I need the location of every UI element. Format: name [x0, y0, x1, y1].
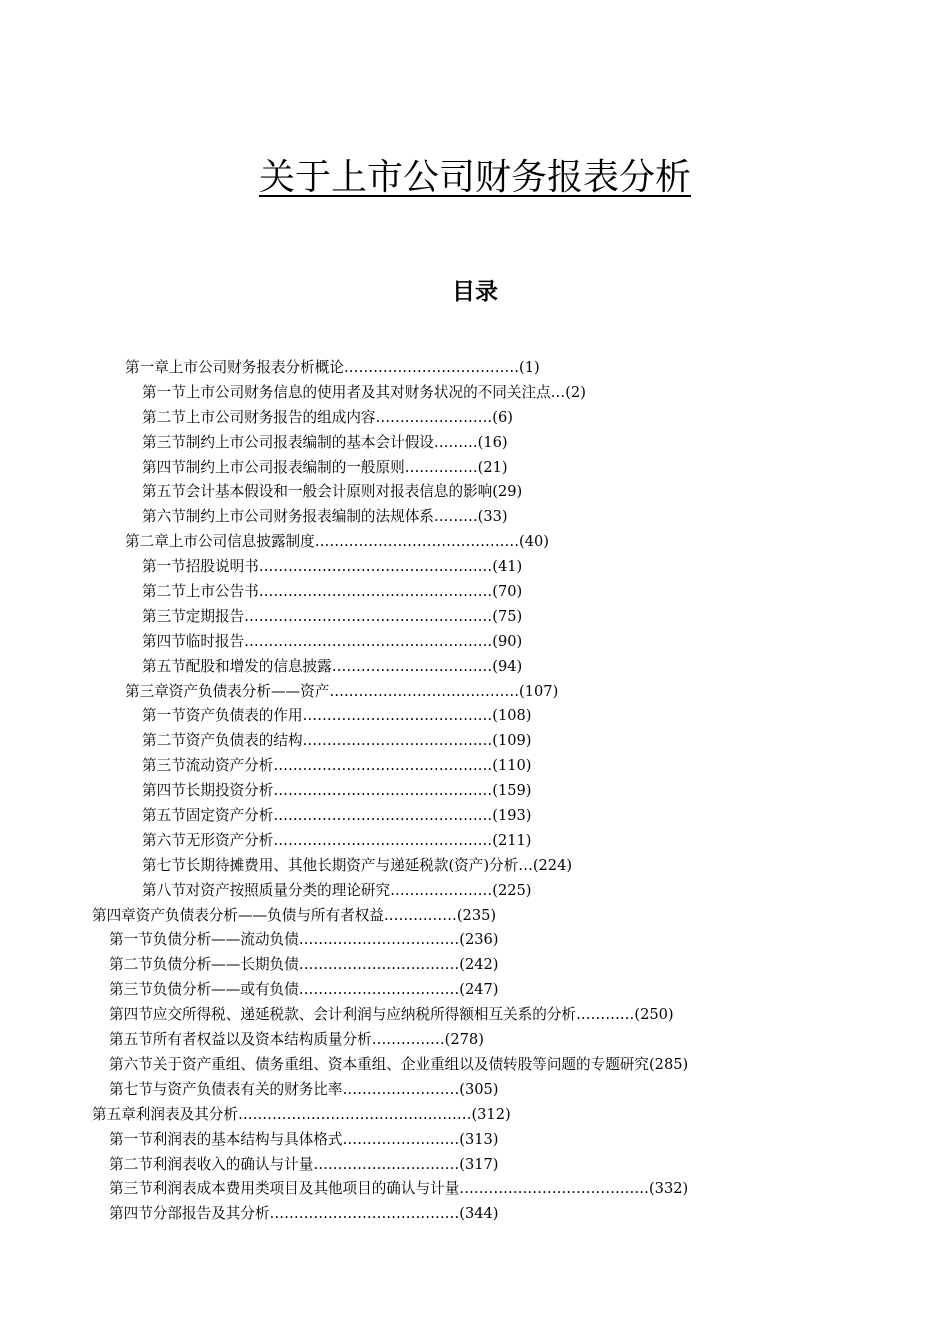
- toc-entry: 第六节无形资产分析………………………………………(211): [142, 831, 532, 849]
- toc-entry: 第三节利润表成本费用类项目及其他项目的确认与计量…………………………………(332): [109, 1180, 689, 1198]
- toc-entry: 第二节上市公司财务报告的组成内容……………………(6): [142, 408, 513, 426]
- toc-entry: 第四章资产负债表分析——负债与所有者权益……………(235): [92, 906, 497, 924]
- toc-entry: 第五节会计基本假设和一般会计原则对报表信息的影响(29): [142, 483, 523, 501]
- toc-entry: 第四节临时报告……………………………………………(90): [142, 632, 523, 650]
- toc-entry: 第六节制约上市公司财务报表编制的法规体系………(33): [142, 508, 508, 526]
- document-title: 关于上市公司财务报表分析: [258, 157, 691, 199]
- toc-entry: 第五章利润表及其分析…………………………………………(312): [92, 1105, 511, 1123]
- toc-entry: 第三节流动资产分析………………………………………(110): [142, 757, 532, 775]
- toc-entry: 第五节配股和增发的信息披露……………………………(94): [142, 657, 523, 675]
- toc-entry: 第二节负债分析——长期负债……………………………(242): [109, 956, 499, 974]
- toc-entry: 第一节招股说明书…………………………………………(41): [142, 558, 523, 576]
- toc-entry: 第二章上市公司信息披露制度……………………………………(40): [125, 533, 549, 551]
- toc-entry: 第七节长期待摊费用、其他长期资产与递延税款(资产)分析…(224): [142, 856, 573, 874]
- toc-entry: 第一节资产负债表的作用…………………………………(108): [142, 707, 532, 725]
- toc-entry: 第八节对资产按照质量分类的理论研究…………………(225): [142, 881, 532, 899]
- toc-entry: 第一节利润表的基本结构与具体格式……………………(313): [109, 1130, 499, 1148]
- toc-entry: 第六节关于资产重组、债务重组、资本重组、企业重组以及债转股等问题的专题研究(285): [109, 1055, 689, 1073]
- toc-entry: 第一节负债分析——流动负债……………………………(236): [109, 931, 499, 949]
- toc-entry: 第二节上市公告书…………………………………………(70): [142, 583, 523, 601]
- toc-entry: 第四节制约上市公司报表编制的一般原则……………(21): [142, 458, 508, 476]
- toc-entry: 第一章上市公司财务报表分析概论………………………………(1): [125, 359, 540, 376]
- toc-entry: 第三节负债分析——或有负债……………………………(247): [109, 981, 499, 999]
- toc-entry: 第三节定期报告……………………………………………(75): [142, 607, 523, 625]
- toc-entry: 第二节利润表收入的确认与计量…………………………(317): [109, 1155, 499, 1173]
- toc-entry: 第一节上市公司财务信息的使用者及其对财务状况的不同关注点…(2): [142, 383, 586, 401]
- toc-entry: 第二节资产负债表的结构…………………………………(109): [142, 732, 532, 750]
- toc-entry: 第四节分部报告及其分析…………………………………(344): [109, 1205, 499, 1223]
- toc-entry: 第三节制约上市公司报表编制的基本会计假设………(16): [142, 433, 508, 451]
- toc-entry: 第五节所有者权益以及资本结构质量分析……………(278): [109, 1031, 484, 1049]
- toc-heading: 目录: [452, 279, 498, 305]
- toc-entry: 第四节长期投资分析………………………………………(159): [142, 782, 532, 800]
- toc-entry: 第三章资产负债表分析——资产…………………………………(107): [125, 682, 559, 700]
- table-of-contents: [0, 356, 950, 1227]
- toc-entry: 第四节应交所得税、递延税款、会计利润与应纳税所得额相互关系的分析…………(250): [109, 1006, 674, 1024]
- toc-entry: 第七节与资产负债表有关的财务比率……………………(305): [109, 1080, 499, 1098]
- toc-entry: 第五节固定资产分析………………………………………(193): [142, 807, 532, 825]
